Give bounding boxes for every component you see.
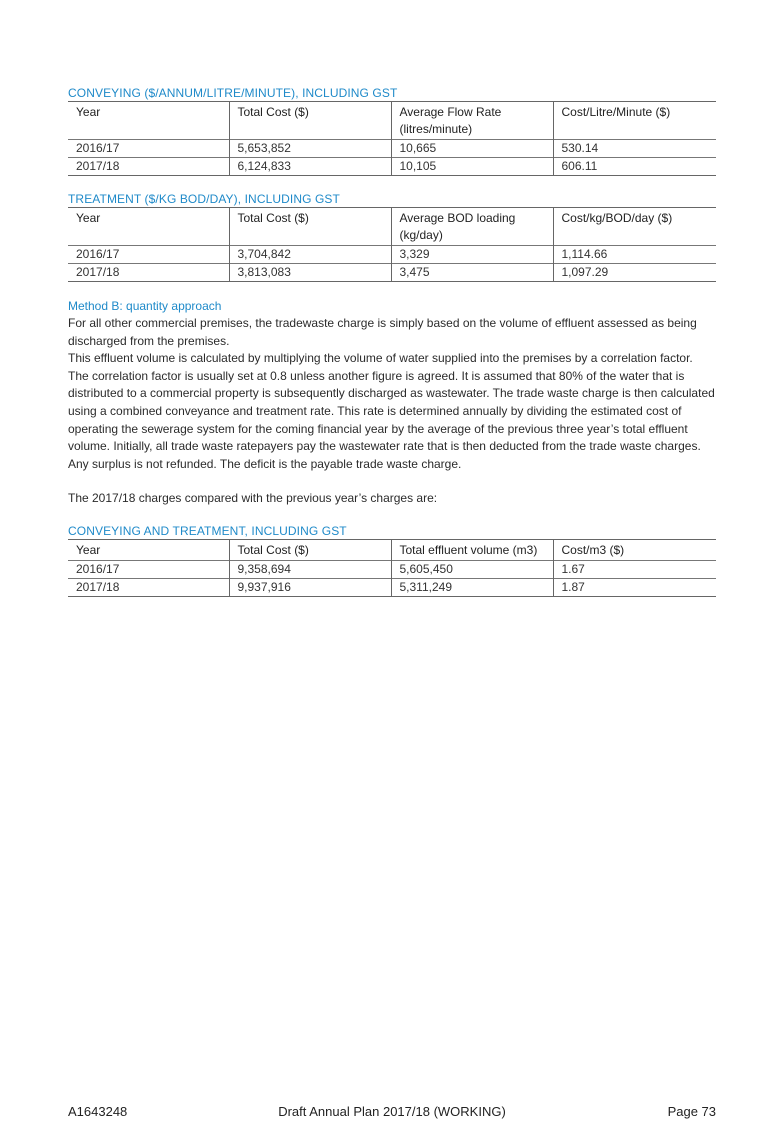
- table-cell: 10,105: [391, 158, 553, 176]
- document-title: Draft Annual Plan 2017/18 (WORKING): [278, 1104, 506, 1119]
- table-row: [68, 264, 716, 282]
- column-header: Average Flow Rate (litres/minute): [391, 102, 553, 140]
- column-header: Total Cost ($): [229, 539, 391, 560]
- table-cell: 3,475: [391, 264, 553, 282]
- table-cell: 606.11: [553, 158, 716, 176]
- table-cell: 10,665: [391, 140, 553, 158]
- column-header: Year: [76, 542, 101, 557]
- column-header: Total Cost ($): [229, 102, 391, 140]
- conveying-treatment-caption: CONVEYING AND TREATMENT, INCLUDING GST: [68, 523, 347, 538]
- conveying-table: [68, 101, 716, 176]
- table-header-row: [68, 208, 716, 246]
- table-row: [68, 246, 716, 264]
- table-row: [68, 158, 716, 176]
- table-cell: 2016/17: [76, 247, 120, 261]
- table-cell: 5,653,852: [229, 140, 391, 158]
- table-cell: 5,311,249: [391, 578, 553, 596]
- table-row: [68, 140, 716, 158]
- table-cell: 9,937,916: [229, 578, 391, 596]
- table-header-row: [68, 102, 716, 140]
- table-cell: 5,605,450: [391, 560, 553, 578]
- table-cell: 3,704,842: [229, 246, 391, 264]
- page-number: Page 73: [667, 1104, 716, 1119]
- column-header: Cost/Litre/Minute ($): [553, 102, 716, 140]
- table-cell: 9,358,694: [229, 560, 391, 578]
- conveying-treatment-table: [68, 539, 716, 597]
- column-header: Cost/kg/BOD/day ($): [553, 208, 716, 246]
- treatment-section: [68, 192, 716, 282]
- method-b-section: [68, 298, 716, 508]
- column-header: Year: [76, 105, 101, 119]
- page-footer: [68, 1104, 716, 1122]
- table-cell: 1.87: [553, 578, 716, 596]
- table-row: [68, 560, 716, 578]
- table-cell: 3,813,083: [229, 264, 391, 282]
- table-cell: 1,114.66: [553, 246, 716, 264]
- table-cell: 2017/18: [76, 265, 120, 279]
- column-header: Total Cost ($): [229, 208, 391, 246]
- table-cell: 3,329: [391, 246, 553, 264]
- table-cell: 2017/18: [76, 579, 120, 594]
- conveying-caption: CONVEYING ($/ANNUM/LITRE/MINUTE), INCLUDING GST: [68, 86, 398, 100]
- table-cell: 2017/18: [76, 159, 120, 173]
- table-cell: 1.67: [553, 560, 716, 578]
- method-b-paragraph-1: For all other commercial premises, the tradewaste charge is simply based on the volume of effluent assessed as being discharged from the premises.: [68, 316, 697, 348]
- column-header: Year: [76, 211, 101, 225]
- page-content: [68, 86, 716, 613]
- table-cell: 2016/17: [76, 141, 120, 155]
- table-header-row: [68, 539, 716, 560]
- method-b-paragraph-3: The 2017/18 charges compared with the previous year’s charges are:: [68, 491, 438, 506]
- document-id: A1643248: [68, 1104, 128, 1119]
- table-cell: 1,097.29: [553, 264, 716, 282]
- treatment-table: [68, 207, 716, 282]
- table-cell: 530.14: [553, 140, 716, 158]
- table-cell: 2016/17: [76, 561, 120, 576]
- column-header: Average BOD loading (kg/day): [391, 208, 553, 246]
- method-b-paragraph-2: This effluent volume is calculated by multiplying the volume of water supplied into the premises by a correlation factor. The correlation factor is usually set at 0.8 unless another figure is agreed. It is assumed that 80% of the water that is distributed to a commercial property is subsequently discharged as wastewater. The trade waste charge is then calculated using a combined conveyance and treatment rate. This rate is determined annually by dividing the estimated cost of operating the sewerage system for the coming financial year by the average of the previous three year’s total effluent volume. Initially, all trade waste ratepayers pay the wastewater rate that is then deducted from the trade waste charges. Any surplus is not refunded. The deficit is the payable trade waste charge.: [68, 351, 715, 471]
- conveying-section: [68, 86, 716, 176]
- column-header: Total effluent volume (m3): [391, 539, 553, 560]
- column-header: Cost/m3 ($): [553, 539, 716, 560]
- conveying-treatment-section: [68, 524, 716, 597]
- treatment-caption: TREATMENT ($/KG BOD/DAY), INCLUDING GST: [68, 192, 340, 206]
- table-row: [68, 578, 716, 596]
- method-b-heading: Method B: quantity approach: [68, 299, 222, 313]
- table-cell: 6,124,833: [229, 158, 391, 176]
